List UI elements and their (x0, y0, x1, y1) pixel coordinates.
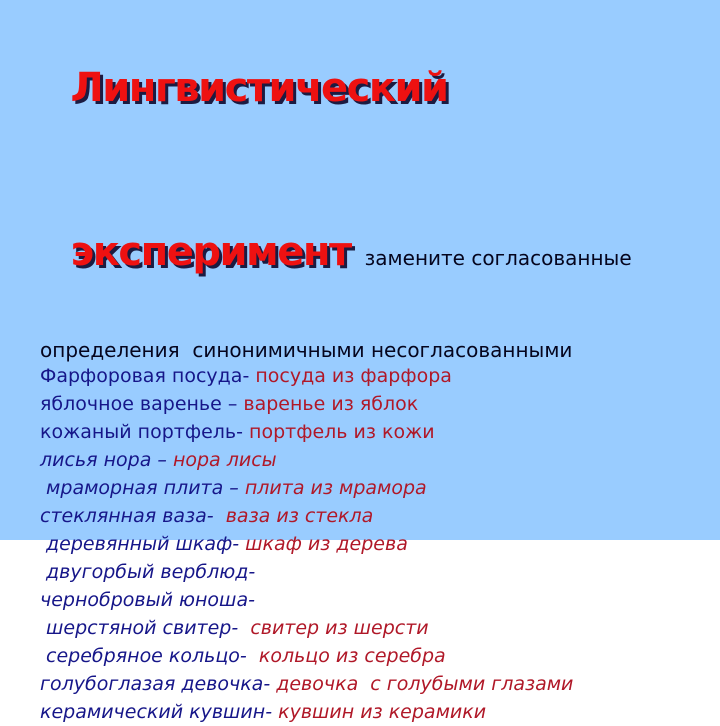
row-left-phrase: стеклянная ваза- (40, 505, 226, 527)
exercise-row (40, 670, 702, 698)
exercise-row (40, 558, 702, 586)
row-left-phrase: кожаный портфель- (40, 421, 250, 443)
row-right-phrase: кувшин из керамики (278, 701, 487, 723)
title-line-2 (40, 174, 702, 338)
row-left-phrase: мраморная плита – (40, 477, 245, 499)
exercise-row (40, 642, 702, 670)
slide-title-word-2: эксперимент (70, 229, 351, 275)
exercise-row (40, 698, 702, 726)
exercise-row (40, 474, 702, 502)
task-instruction-part-2: определения синонимичными несогласованными (40, 338, 573, 362)
row-left-phrase: двугорбый верблюд- (40, 561, 256, 583)
task-instruction-part-1: замените согласованные (364, 246, 632, 270)
row-right-phrase: нора лисы (172, 449, 277, 471)
row-left-phrase: Фарфоровая посуда- (40, 365, 256, 387)
exercise-row (40, 362, 702, 390)
row-left-phrase: яблочное варенье – (40, 393, 244, 415)
exercise-row (40, 530, 702, 558)
row-right-phrase: портфель из кожи (249, 421, 435, 443)
row-left-phrase: чернобровый юноша- (40, 589, 255, 611)
row-right-phrase: свитер из шерсти (250, 617, 429, 639)
row-left-phrase: шерстяной свитер- (40, 617, 251, 639)
row-right-phrase: девочка с голубыми глазами (276, 673, 574, 695)
exercise-row (40, 446, 702, 474)
exercise-row (40, 418, 702, 446)
slide-title-word-1: Лингвистический (70, 65, 448, 111)
row-right-phrase: посуда из фарфора (255, 365, 452, 387)
exercise-row (40, 614, 702, 642)
row-right-phrase: шкаф из дерева (245, 533, 408, 555)
exercise-row (40, 586, 702, 614)
row-left-phrase: лисья нора – (40, 449, 173, 471)
row-right-phrase: кольцо из серебра (258, 645, 446, 667)
row-left-phrase: серебряное кольцо- (40, 645, 259, 667)
row-left-phrase: деревянный шкаф- (40, 533, 246, 555)
row-left-phrase: голубоглазая девочка- (40, 673, 277, 695)
exercise-row (40, 502, 702, 530)
exercise-row (40, 390, 702, 418)
row-right-phrase: ваза из стекла (225, 505, 374, 527)
row-right-phrase: варенье из яблок (243, 393, 419, 415)
title-line-1 (40, 10, 702, 174)
row-right-phrase: плита из мрамора (244, 477, 427, 499)
row-left-phrase: керамический кувшин- (40, 701, 279, 723)
